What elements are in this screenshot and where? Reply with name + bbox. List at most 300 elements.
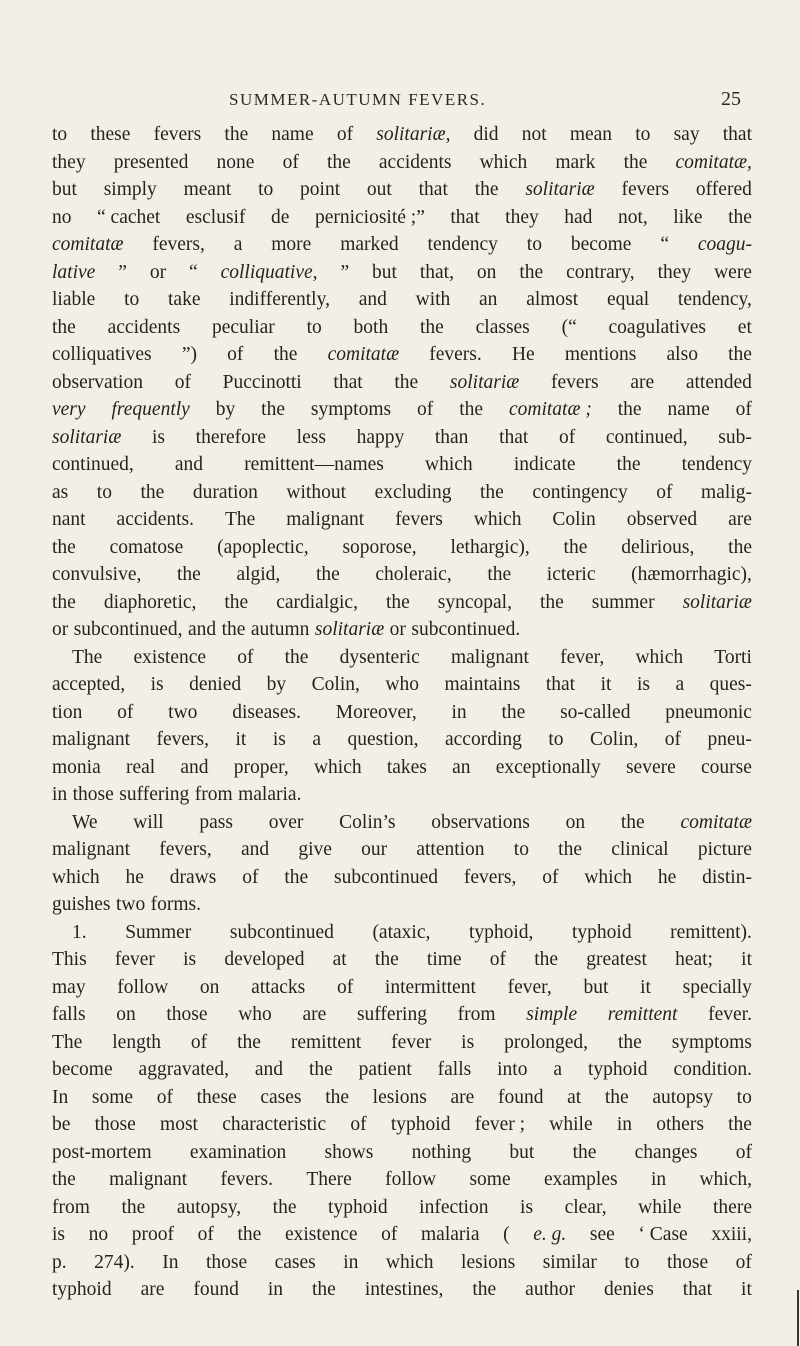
word: remittent (607, 1004, 678, 1025)
word: question, (347, 729, 419, 750)
word: author (525, 1279, 575, 1300)
word: accidents. (116, 509, 194, 530)
text-line (52, 341, 752, 369)
word: symptoms (671, 1031, 752, 1053)
text-line (52, 1084, 752, 1112)
word: offered (695, 179, 752, 200)
text-line (52, 1056, 752, 1084)
word: had (564, 206, 593, 228)
word: the (728, 1114, 752, 1135)
word: examination (189, 1141, 287, 1163)
word: malaria (421, 1224, 480, 1245)
word: these (90, 124, 131, 145)
word: tendency (681, 454, 752, 475)
word: in (52, 784, 68, 805)
word: fevers, (152, 234, 205, 255)
word: In (162, 1251, 179, 1273)
word: cases (260, 1086, 302, 1108)
word: the (728, 536, 752, 558)
word: therefore (195, 426, 267, 448)
word: the (237, 1031, 261, 1053)
word: the (617, 1031, 642, 1053)
word: of (417, 399, 434, 420)
word: length (112, 1031, 161, 1053)
word: it (640, 976, 651, 998)
word: of (336, 124, 354, 145)
word: observation (52, 371, 143, 393)
word: from (194, 784, 233, 805)
word: falls (437, 1059, 472, 1080)
word: typhoid (52, 1279, 112, 1300)
word: is (520, 1196, 534, 1218)
word: like (673, 206, 703, 228)
word: perniciosité ;” (314, 206, 425, 228)
word: Moreover, (335, 701, 417, 723)
word: those (94, 1114, 136, 1135)
word: by (215, 399, 236, 420)
word: The (72, 646, 103, 668)
word: the (501, 701, 526, 723)
word: autopsy (652, 1086, 714, 1108)
word: without (286, 481, 347, 503)
word: which (385, 1251, 434, 1273)
word: which (479, 151, 528, 173)
word: to (548, 729, 564, 750)
word: which (584, 866, 632, 888)
word: peculiar (211, 316, 275, 338)
word: tendency, (677, 289, 752, 310)
word: the (261, 399, 285, 420)
word: none (216, 151, 255, 173)
word: the (472, 1279, 497, 1300)
word: see (589, 1224, 615, 1245)
word: the (572, 1141, 597, 1163)
body-text (52, 121, 752, 1304)
word: 274). (94, 1251, 135, 1273)
word: it (741, 949, 752, 970)
word: they (505, 206, 539, 228)
word: the (487, 564, 512, 585)
word: in (343, 1251, 359, 1273)
word: which, (699, 1169, 752, 1190)
word: of (381, 1224, 398, 1245)
page-edge-rule (797, 1290, 799, 1346)
word: of (542, 866, 559, 888)
word: Summer (125, 921, 192, 943)
word: and (174, 454, 204, 475)
word: intermittent (384, 976, 476, 998)
word: two (168, 701, 198, 723)
word: and (254, 1059, 284, 1080)
word: mentions (564, 344, 637, 365)
word: Colin (552, 509, 596, 530)
word: fever, (507, 976, 552, 998)
word: soporose, (342, 536, 417, 558)
word: esclusif (185, 206, 246, 228)
word: (apoplectic, (217, 536, 309, 558)
word: solitariæ (449, 371, 520, 393)
word: is (183, 949, 197, 970)
word: ” (340, 261, 350, 283)
word: colliquatives (52, 344, 152, 365)
word: comitatæ ; (508, 399, 592, 420)
word: Colin, (590, 729, 639, 750)
word: fevers. (429, 344, 482, 365)
word: found (497, 1086, 544, 1108)
word: give (298, 839, 332, 860)
word: diaphoretic, (103, 591, 197, 613)
word: autumn (250, 619, 310, 640)
word: are (302, 1004, 327, 1025)
word: fevers. (220, 1169, 274, 1190)
word: “ (189, 261, 198, 283)
word: of (174, 371, 191, 393)
text-line (52, 699, 752, 727)
word: those (667, 1251, 709, 1273)
word: the (558, 839, 582, 860)
word: suffering (356, 1004, 427, 1025)
word: (ataxic, (372, 921, 431, 943)
word: the (394, 371, 419, 393)
word: while (638, 1196, 682, 1218)
word: malignant (450, 646, 529, 668)
word: at (567, 1086, 582, 1108)
word: comitatæ, (675, 151, 752, 173)
word: the (616, 454, 641, 475)
word: excluding (374, 481, 452, 503)
word: intestines, (364, 1279, 444, 1300)
text-line (52, 259, 752, 287)
word: less (296, 426, 326, 448)
text-line (52, 754, 752, 782)
text-line (52, 1276, 752, 1304)
word: meant (183, 179, 232, 200)
text-line (52, 644, 752, 672)
word: were (714, 261, 752, 283)
word: fever (114, 949, 155, 970)
word: In (52, 1086, 69, 1108)
word: typhoid (390, 1114, 451, 1135)
word: indicate (513, 454, 576, 475)
word: point (300, 179, 341, 200)
text-line (52, 149, 752, 177)
word: time (426, 949, 462, 970)
text-line (52, 479, 752, 507)
word: ” (118, 261, 127, 283)
word: the (374, 949, 399, 970)
word: the (474, 179, 499, 200)
word: sub- (718, 426, 752, 448)
text-line (52, 1249, 752, 1277)
word: so-called (560, 701, 631, 723)
text-line (52, 396, 752, 424)
word: of (350, 1114, 367, 1135)
word: in (650, 1169, 667, 1190)
word: of (558, 426, 576, 448)
word: ”) (181, 344, 197, 365)
word: denied (189, 674, 242, 695)
word: ‘ Case (638, 1224, 688, 1245)
word: a (312, 729, 322, 750)
text-line (52, 809, 752, 837)
word: delirious, (621, 536, 695, 558)
text-line (52, 974, 752, 1002)
word: most (160, 1114, 198, 1135)
word: those (205, 1251, 248, 1273)
word: are (630, 371, 655, 393)
word: real (125, 756, 156, 778)
word: We (72, 811, 98, 833)
word: both (353, 316, 389, 338)
word: is (152, 426, 166, 448)
word: subcontinued, (73, 619, 183, 640)
word: the (326, 151, 351, 173)
word: the (563, 536, 588, 558)
word: it (235, 729, 247, 750)
word: malignant (286, 509, 365, 530)
word: comitatæ (52, 234, 124, 255)
text-line (52, 1166, 752, 1194)
word: indifferently, (229, 289, 330, 310)
text-line (52, 919, 752, 947)
word: of (190, 1031, 208, 1053)
word: the (534, 949, 559, 970)
word: fever ; (474, 1114, 526, 1135)
text-line (52, 121, 752, 149)
word: they (657, 261, 692, 283)
word: fevers, (156, 729, 209, 750)
word: picture (697, 839, 752, 860)
text-line (52, 891, 752, 919)
word: to (736, 1086, 752, 1108)
word: the (273, 344, 298, 365)
word: the (519, 261, 544, 283)
word: of (656, 481, 673, 503)
word: lative (52, 261, 96, 283)
word: a (675, 674, 685, 695)
word: that (545, 674, 576, 695)
word: xxiii, (711, 1224, 752, 1245)
word: the (623, 151, 648, 173)
word: nothing (411, 1141, 472, 1163)
word: fevers (395, 509, 443, 530)
word: on (476, 261, 497, 283)
word: are (140, 1279, 165, 1300)
word: “ cachet (97, 206, 161, 228)
word: malignant (52, 729, 130, 750)
word: malig- (701, 481, 752, 503)
word: of (489, 949, 507, 970)
word: of (735, 1141, 752, 1163)
word: the (620, 811, 645, 833)
word: say (673, 124, 700, 145)
text-line (52, 1111, 752, 1139)
text-line (52, 671, 752, 699)
word: tendency (427, 234, 498, 255)
word: the (308, 1059, 333, 1080)
word: solitariæ (314, 619, 385, 640)
word: or (149, 261, 167, 283)
word: these (196, 1086, 237, 1108)
word: fevers, (463, 866, 517, 888)
word: two (115, 894, 146, 915)
word: according (444, 729, 522, 750)
word: observations (431, 811, 530, 833)
word: name (667, 399, 710, 420)
word: duration (192, 481, 258, 503)
word: typhoid (328, 1196, 388, 1218)
word: follow (385, 1169, 437, 1190)
word: distin- (702, 866, 752, 888)
word: not (521, 124, 547, 145)
text-line (52, 1194, 752, 1222)
word: condition. (673, 1059, 752, 1080)
word: may (52, 976, 86, 998)
word: of (242, 866, 259, 888)
word: the (420, 316, 444, 338)
word: lesions (372, 1086, 427, 1108)
word: similar (542, 1251, 597, 1273)
word: ( (503, 1224, 510, 1245)
word: suffering (119, 784, 190, 805)
word: by (266, 674, 287, 695)
word: contingency (532, 481, 628, 503)
word: remittent—names (244, 454, 384, 475)
word: fever (391, 1031, 432, 1053)
word: et (737, 316, 752, 338)
word: the (237, 1224, 262, 1245)
word: existence (284, 1224, 358, 1245)
word: malignant (52, 839, 130, 860)
word: malaria. (238, 784, 302, 805)
word: be (52, 1114, 71, 1135)
word: the (224, 124, 249, 145)
word: those (166, 1004, 208, 1025)
word: Colin, (311, 674, 360, 695)
page-number: 25 (721, 88, 741, 110)
word: icteric (546, 564, 596, 585)
word: to (258, 179, 274, 200)
word: comatose (109, 536, 184, 558)
word: which (635, 646, 684, 668)
word: summer (591, 591, 655, 613)
word: on (199, 976, 220, 998)
word: name (271, 124, 314, 145)
word: characteristic (222, 1114, 327, 1135)
word: in (451, 701, 467, 723)
word: prolonged, (504, 1031, 589, 1053)
word: and (188, 619, 217, 640)
text-line (52, 1139, 752, 1167)
word: developed (224, 949, 305, 970)
word: 1. (72, 921, 87, 943)
word: an (479, 289, 498, 310)
word: fever, (560, 646, 605, 668)
word: continued, (52, 454, 134, 475)
word: p. (52, 1251, 67, 1273)
word: the (480, 481, 504, 503)
word: typhoid, (468, 921, 534, 943)
word: the (224, 591, 249, 613)
word: the (221, 619, 246, 640)
word: There (306, 1169, 352, 1190)
word: from (457, 1004, 496, 1025)
word: cardialgic, (276, 591, 358, 613)
word: accidents (107, 316, 181, 338)
word: Colin’s (339, 811, 396, 833)
word: typhoid (571, 921, 632, 943)
word: he (657, 866, 677, 888)
word: out (366, 179, 392, 200)
word: autopsy, (176, 1196, 242, 1218)
word: takes (386, 756, 427, 778)
word: classes (475, 316, 530, 338)
word: into (497, 1059, 528, 1080)
word: to (124, 289, 140, 310)
word: the (272, 1196, 297, 1218)
word: post-mortem (52, 1141, 152, 1163)
word: to (526, 234, 542, 255)
word: some (91, 1086, 134, 1108)
word: pass (199, 811, 233, 833)
word: is (150, 674, 164, 695)
word: did (473, 124, 499, 145)
word: denies (603, 1279, 654, 1300)
word: it (741, 1279, 752, 1300)
word: but (52, 179, 77, 200)
text-line (52, 231, 752, 259)
word: take (168, 289, 201, 310)
word: to (306, 316, 322, 338)
word: aggravated, (138, 1059, 229, 1080)
word: but (372, 261, 397, 283)
text-line (52, 726, 752, 754)
word: examples (543, 1169, 618, 1190)
word: the (728, 206, 752, 228)
word: happy (356, 426, 405, 448)
text-line (52, 616, 752, 644)
word: draws (169, 866, 217, 888)
word: attacks (251, 976, 306, 998)
word: solitariæ (682, 591, 752, 613)
word: the (121, 1196, 146, 1218)
word: as (52, 481, 69, 503)
word: are (728, 509, 752, 530)
word: heat; (675, 949, 713, 970)
word: convulsive, (52, 564, 142, 585)
word: changes (634, 1141, 698, 1163)
text-line (52, 1221, 752, 1249)
word: subcontinued. (411, 619, 521, 640)
word: subcontinued (229, 921, 334, 943)
word: a (233, 234, 243, 255)
word: fevers (621, 179, 670, 200)
word: severe (625, 756, 676, 778)
word: the (617, 399, 642, 420)
word: some (469, 1169, 511, 1190)
word: the (315, 564, 340, 585)
word: coagu- (697, 234, 752, 255)
word: patient (358, 1059, 412, 1080)
word: of (117, 701, 134, 723)
word: or (389, 619, 406, 640)
running-head: SUMMER-AUTUMN FEVERS. (229, 90, 487, 109)
word: the (728, 344, 752, 365)
word: the (325, 1086, 350, 1108)
text-line (52, 451, 752, 479)
word: in (267, 1279, 284, 1300)
word: is (272, 729, 286, 750)
